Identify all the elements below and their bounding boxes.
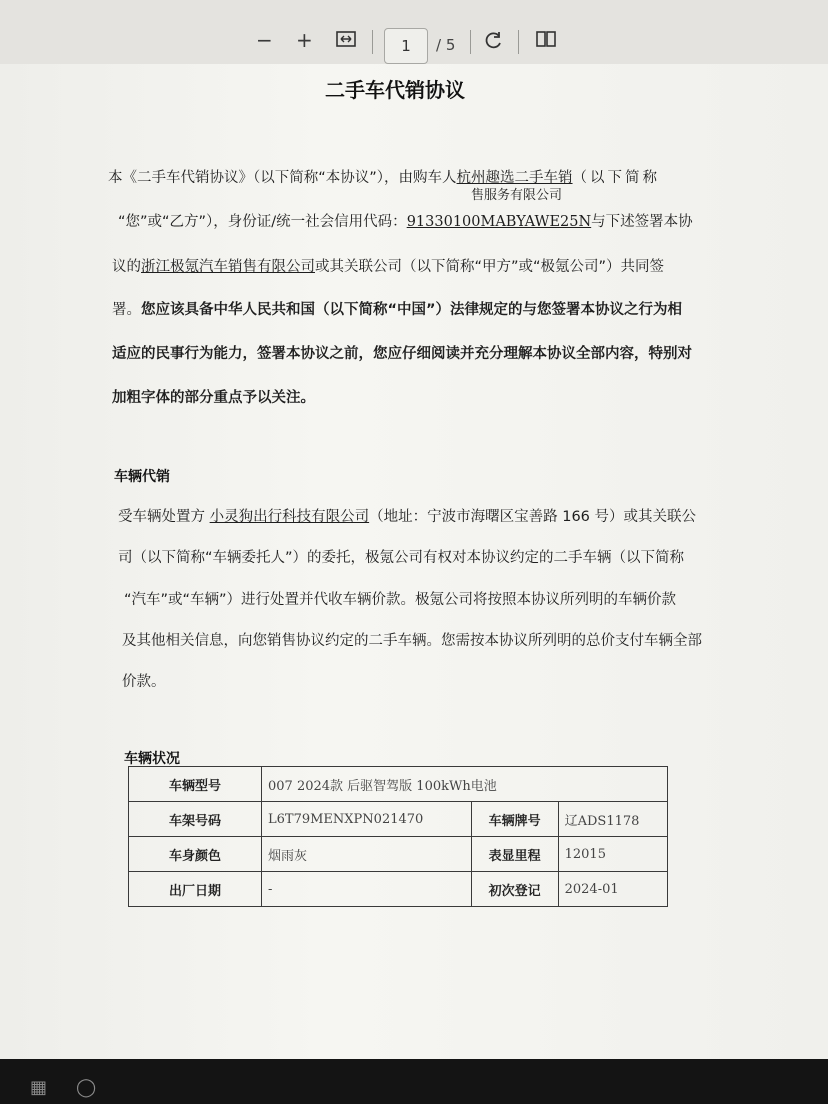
intro-bold-text: 您应该具备中华人民共和国（以下简称“中国”）法律规定的与您签署本协议之行为相 <box>141 302 683 318</box>
intro-text: “您”或“乙方”），身份证/统一社会信用代码： <box>118 214 407 230</box>
page-number-input[interactable]: 1 <box>384 28 428 64</box>
mfg-date-label: 出厂日期 <box>129 872 262 907</box>
table-row <box>129 802 668 837</box>
document-page <box>0 64 828 1059</box>
toolbar-divider <box>470 30 471 54</box>
mfg-date-value: - <box>262 872 472 907</box>
intro-line-1 <box>108 166 660 187</box>
search-icon[interactable]: ◯ <box>76 1077 97 1098</box>
intro-line-3 <box>112 255 664 276</box>
consignment-line-5: 价款。 <box>122 674 166 690</box>
table-row <box>129 837 668 872</box>
consignment-text: （地址：宁波市海曙区宝善路 166 号）或其关联公 <box>369 509 697 525</box>
intro-line-4 <box>112 298 682 319</box>
reg-date-label: 初次登记 <box>471 872 558 907</box>
reg-date-value: 2024-01 <box>558 872 667 907</box>
rotate-icon[interactable] <box>484 30 504 53</box>
plate-label: 车辆牌号 <box>471 802 558 837</box>
entrustor-name: 小灵狗出行科技有限公司 <box>209 509 370 525</box>
color-value: 烟雨灰 <box>262 837 472 872</box>
intro-text: 或其关联公司（以下简称“甲方”或“极氪公司”）共同签 <box>315 259 665 275</box>
toolbar-divider <box>372 30 373 54</box>
zoom-in-button[interactable]: + <box>296 28 313 52</box>
vin-label: 车架号码 <box>129 802 262 837</box>
intro-line-2 <box>118 210 693 231</box>
vehicle-status-table <box>128 766 668 907</box>
seller-name: 浙江极氪汽车销售有限公司 <box>141 259 315 275</box>
buyer-name: 杭州趣选二手车销 <box>456 170 573 186</box>
credit-code: 91330100MABYAWE25N <box>406 214 592 230</box>
mileage-value: 12015 <box>558 837 667 872</box>
consignment-line-3: “汽车”或“车辆”）进行处置并代收车辆价款。极氪公司将按照本协议所列明的车辆价款 <box>124 592 677 608</box>
intro-line-6: 加粗字体的部分重点予以关注。 <box>112 390 315 406</box>
pdf-toolbar <box>0 0 828 64</box>
section-heading-vehicle-status: 车辆状况 <box>124 751 180 767</box>
mileage-label: 表显里程 <box>471 837 558 872</box>
intro-text: 议的 <box>112 259 141 275</box>
plate-value: 辽ADS1178 <box>558 802 667 837</box>
vin-value: L6T79MENXPN021470 <box>262 802 472 837</box>
intro-text: 本《二手车代销协议》（以下简称“本协议”），由购车人 <box>108 170 457 186</box>
model-label: 车辆型号 <box>129 767 262 802</box>
intro-text: 与下述签署本协 <box>591 214 693 230</box>
fit-width-icon[interactable] <box>336 30 356 51</box>
consignment-text: 受车辆处置方 <box>118 509 205 525</box>
color-label: 车身颜色 <box>129 837 262 872</box>
consignment-line-4: 及其他相关信息，向您销售协议约定的二手车辆。您需按本协议所列明的总价支付车辆全部 <box>122 633 702 649</box>
table-row <box>129 767 668 802</box>
buyer-name-line-2: 售服务有限公司 <box>471 188 563 203</box>
intro-text: （以下简称 <box>572 170 661 186</box>
intro-line-5: 适应的民事行为能力，签署本协议之前，您应仔细阅读并充分理解本协议全部内容，特别对 <box>112 346 692 362</box>
document-title: 二手车代销协议 <box>325 78 465 102</box>
table-row <box>129 872 668 907</box>
toolbar-divider <box>518 30 519 54</box>
page-total: / 5 <box>436 36 456 54</box>
intro-text-partial: 署。 <box>112 302 141 318</box>
taskbar <box>0 1059 828 1104</box>
model-value: 007 2024款 后驱智驾版 100kWh电池 <box>262 767 668 802</box>
consignment-line-2: 司（以下简称“车辆委托人”）的委托，极氪公司有权对本协议约定的二手车辆（以下简称 <box>118 550 685 566</box>
windows-icon[interactable]: ▦ <box>30 1077 48 1098</box>
consignment-line-1 <box>118 505 696 526</box>
section-heading-consignment: 车辆代销 <box>114 469 170 485</box>
zoom-out-button[interactable]: − <box>256 28 273 52</box>
two-page-view-icon[interactable] <box>536 30 556 51</box>
